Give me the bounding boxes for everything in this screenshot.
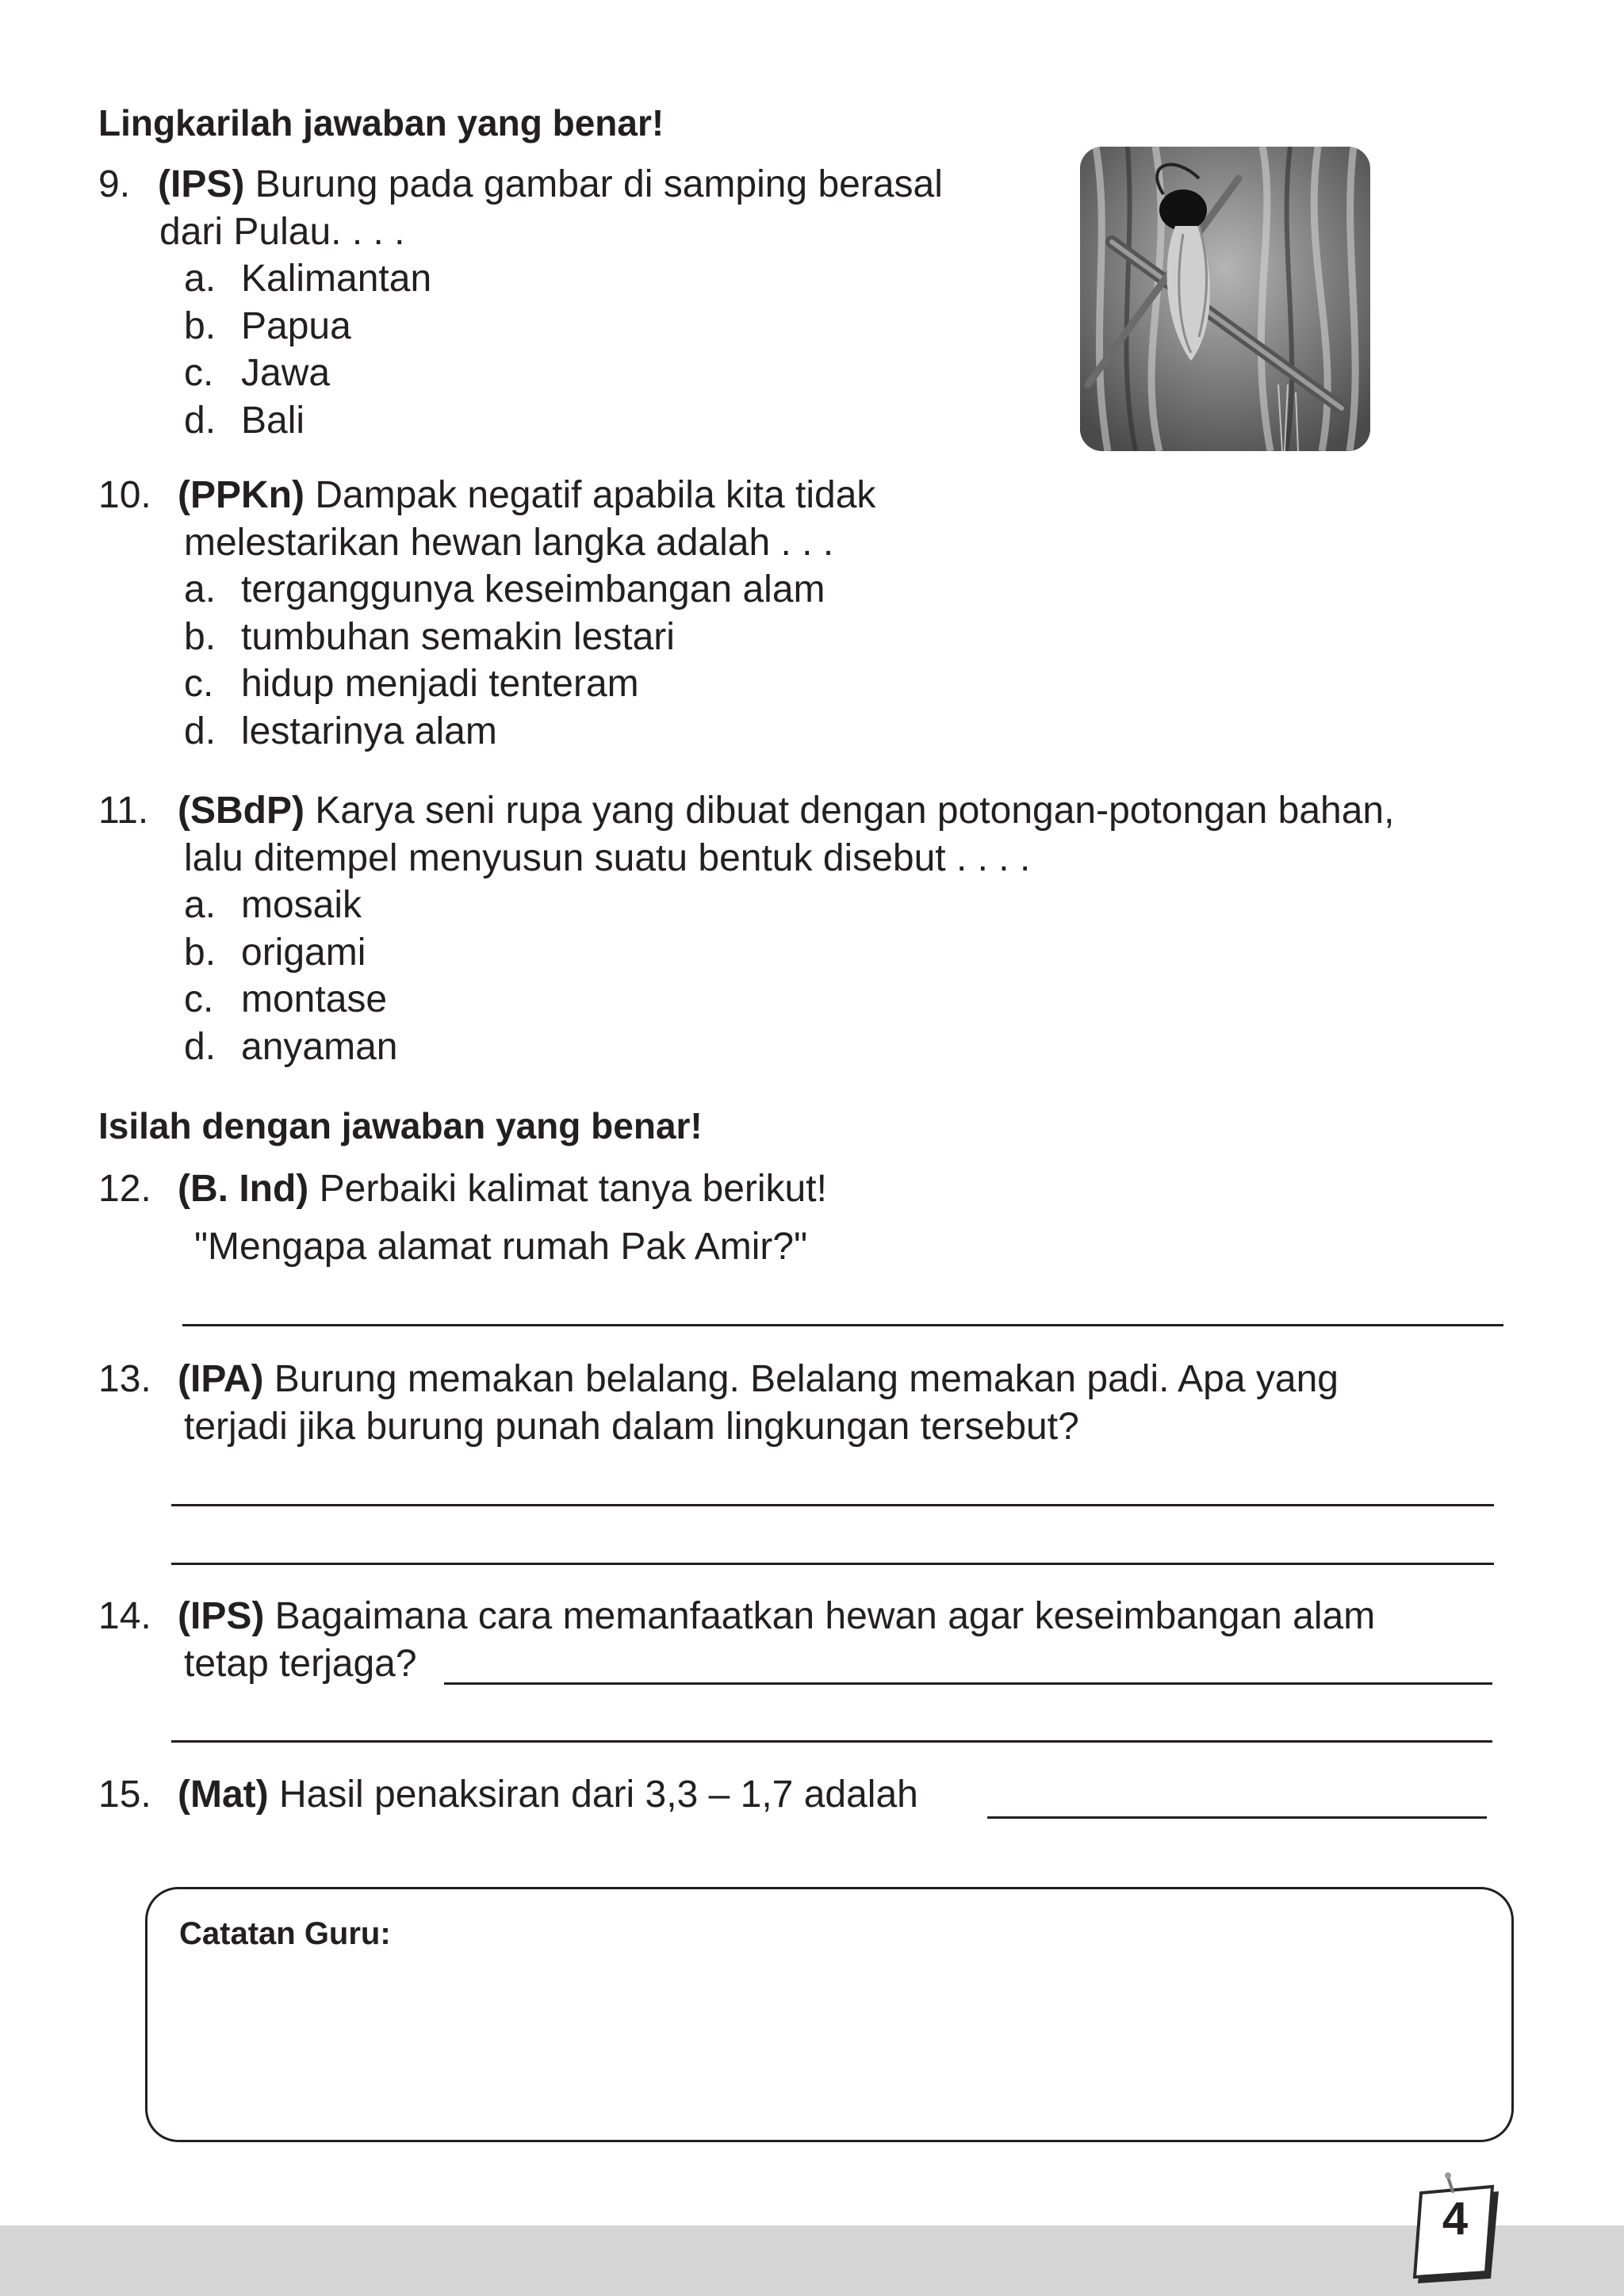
option-b[interactable]: b. tumbuhan semakin lestari	[184, 615, 675, 658]
question-number: 11.	[98, 790, 149, 832]
teacher-notes-label: Catatan Guru:	[179, 1916, 391, 1951]
subject-tag: (Mat)	[178, 1774, 269, 1816]
subject-tag: (IPS)	[158, 163, 245, 205]
teacher-notes-box[interactable]	[145, 1887, 1514, 2142]
section-heading-fill-in: Isilah dengan jawaban yang benar!	[98, 1105, 703, 1146]
question-9	[98, 161, 1050, 444]
question-text: Dampak negatif apabila kita tidak	[304, 474, 876, 516]
question-11	[98, 787, 1526, 1070]
question-14	[98, 1593, 1526, 1687]
option-d[interactable]: d. anyaman	[184, 1025, 398, 1068]
question-number: 9.	[98, 163, 131, 205]
question-text-continued: dari Pulau. . . .	[159, 210, 405, 253]
subject-tag: (IPS)	[178, 1595, 265, 1637]
option-b[interactable]: b. Papua	[184, 304, 351, 347]
sentence-to-fix: "Mengapa alamat rumah Pak Amir?"	[194, 1225, 808, 1268]
question-text: Perbaiki kalimat tanya berikut!	[308, 1168, 827, 1210]
question-number: 13.	[98, 1358, 151, 1400]
subject-tag: (SBdP)	[178, 790, 304, 832]
question-10	[98, 472, 1526, 755]
question-text: Bagaimana cara memanfaatkan hewan agar keseimbangan alam	[264, 1595, 1376, 1637]
question-text-continued: tetap terjaga?	[184, 1642, 417, 1685]
question-text: Hasil penaksiran dari 3,3 – 1,7 adalah	[268, 1774, 918, 1816]
footer-band	[0, 2225, 1624, 2296]
option-c[interactable]: c. Jawa	[184, 352, 331, 394]
page-number: 4	[1442, 2193, 1469, 2244]
option-b[interactable]: b. origami	[184, 931, 366, 974]
question-number: 10.	[98, 474, 151, 516]
question-text-continued: terjadi jika burung punah dalam lingkungan tersebut?	[184, 1405, 1079, 1448]
question-text: Karya seni rupa yang dibuat dengan potongan-potongan bahan,	[304, 790, 1395, 832]
question-13	[98, 1356, 1526, 1450]
subject-tag: (B. Ind)	[178, 1168, 309, 1210]
question-text: Burung memakan belalang. Belalang memakan padi. Apa yang	[263, 1358, 1339, 1400]
option-c[interactable]: c. hidup menjadi tenteram	[184, 663, 639, 705]
option-c[interactable]: c. montase	[184, 978, 388, 1020]
question-12	[98, 1165, 1526, 1270]
question-number: 15.	[98, 1774, 151, 1816]
option-d[interactable]: d. lestarinya alam	[184, 710, 497, 752]
answer-line-12[interactable]	[182, 1324, 1503, 1326]
question-15	[98, 1771, 1526, 1819]
answer-line-14b[interactable]	[171, 1740, 1492, 1743]
subject-tag: (IPA)	[178, 1358, 264, 1400]
answer-line-13b[interactable]	[171, 1563, 1494, 1565]
option-d[interactable]: d. Bali	[184, 399, 305, 442]
subject-tag: (PPKn)	[178, 474, 304, 516]
answer-line-13a[interactable]	[171, 1504, 1494, 1506]
bird-of-paradise-photo	[1080, 147, 1370, 451]
answer-line-15[interactable]	[987, 1816, 1487, 1819]
option-a[interactable]: a. Kalimantan	[184, 258, 432, 300]
question-text-continued: melestarikan hewan langka adalah . . .	[184, 521, 834, 564]
question-text: Burung pada gambar di samping berasal	[244, 163, 943, 205]
option-a[interactable]: a. mosaik	[184, 884, 362, 926]
question-number: 14.	[98, 1595, 151, 1637]
section-heading-multiple-choice: Lingkarilah jawaban yang benar!	[98, 102, 665, 144]
question-text-continued: lalu ditempel menyusun suatu bentuk disebut . . . .	[184, 836, 1031, 879]
option-a[interactable]: a. terganggunya keseimbangan alam	[184, 568, 825, 610]
answer-line-14a[interactable]	[444, 1682, 1492, 1685]
question-number: 12.	[98, 1168, 151, 1210]
